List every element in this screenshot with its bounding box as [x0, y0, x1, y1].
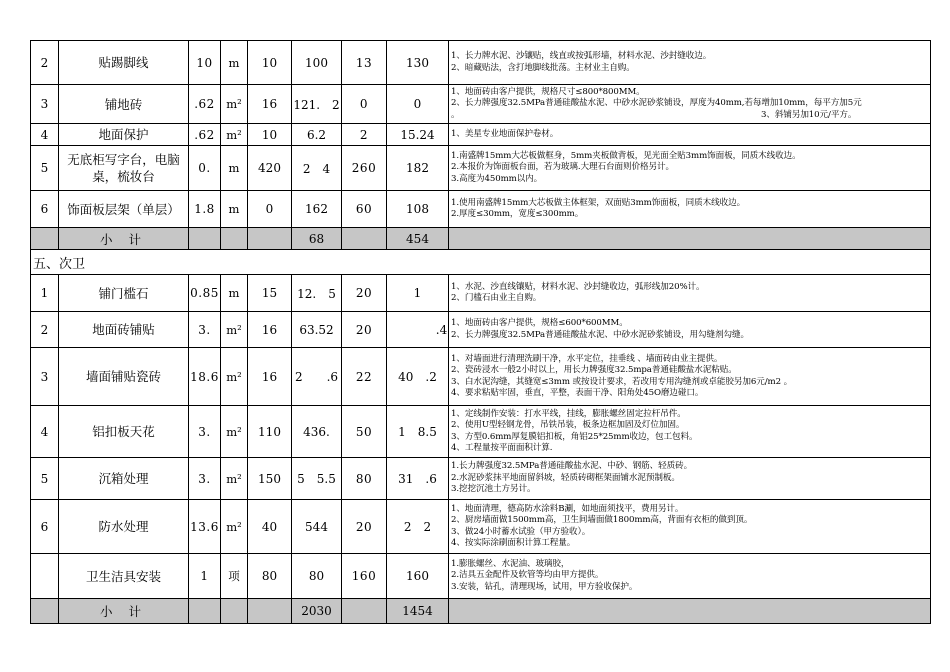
item-labor-amount: 2 .6 — [292, 348, 342, 406]
item-quantity: 3. — [189, 458, 221, 500]
subtotal-empty-cell — [189, 228, 221, 250]
item-name: 铺门槛石 — [59, 275, 189, 312]
item-quantity: 1 — [189, 554, 221, 599]
item-total: 0 — [387, 85, 449, 124]
item-name: 铺地砖 — [59, 85, 189, 124]
item-number: 6 — [31, 191, 59, 228]
item-unit-price: 22 — [342, 348, 387, 406]
item-remark: 1、定线制作安装：打水平线，挂线，膨胀螺丝固定拉杆吊件。 2、使用U型轻钢龙骨，吊铁吊装，板条边框加固及灯位加固。 3、方型0.6mm厚复膜铝扣板，角铝25*25mm收边，包工包料。 4、工程量按平面面积计算. — [449, 406, 931, 458]
item-material-price: 150 — [248, 458, 292, 500]
table-row — [31, 348, 931, 406]
item-unit-price: 13 — [342, 41, 387, 85]
item-remark: 1、长力牌水泥、沙镶贴，线直或按弧形墙，材料水泥、沙封缝收边。 2、暗藏贴法，含打地脚线批荡。主材业主自购。 — [449, 41, 931, 85]
item-name: 卫生洁具安装 — [59, 554, 189, 599]
item-total: 160 — [387, 554, 449, 599]
item-total: 2 2 — [387, 500, 449, 554]
item-unit: m² — [221, 85, 248, 124]
item-number: 1 — [31, 275, 59, 312]
subtotal-label: 小 计 — [59, 228, 189, 250]
item-unit-price: 20 — [342, 500, 387, 554]
item-quantity: 13.6 — [189, 500, 221, 554]
item-unit-price: 60 — [342, 191, 387, 228]
item-name: 地面砖铺贴 — [59, 312, 189, 348]
item-total: 15.24 — [387, 124, 449, 146]
item-name: 铝扣板天花 — [59, 406, 189, 458]
item-labor-amount: 63.52 — [292, 312, 342, 348]
item-unit-price: 20 — [342, 275, 387, 312]
item-remark: 1.膨胀螺丝、水泥油、玻璃胶， 2.洁具五金配件及软管等均由甲方提供。 3.安装，钻孔，清理现场，试用，甲方验收保护。 — [449, 554, 931, 599]
item-labor-amount: 544 — [292, 500, 342, 554]
item-unit: m² — [221, 124, 248, 146]
item-material-price: 16 — [248, 348, 292, 406]
item-remark: 1、美星专业地面保护卷材。 — [449, 124, 931, 146]
table-row — [31, 124, 931, 146]
subtotal-empty-cell — [248, 599, 292, 624]
item-labor-amount: 436. — [292, 406, 342, 458]
item-unit: m — [221, 275, 248, 312]
item-material-price: 16 — [248, 85, 292, 124]
item-remark: 1、地面砖由客户提供，规格尺寸≤800*800MM。 2、长力牌强度32.5MPa普通硅酸盐水泥、中砂水泥砂浆铺设，厚度为40mm,若每增加10mm，每平方加5元 。 3、斜铺另加10元/平方。 — [449, 85, 931, 124]
item-name: 沉箱处理 — [59, 458, 189, 500]
item-number: 2 — [31, 312, 59, 348]
subtotal-empty-cell — [189, 599, 221, 624]
item-total: 40 .2 — [387, 348, 449, 406]
item-material-price: 420 — [248, 146, 292, 191]
item-material-price: 80 — [248, 554, 292, 599]
item-labor-amount: 6.2 — [292, 124, 342, 146]
item-total: 1 — [387, 275, 449, 312]
table-row — [31, 312, 931, 348]
item-unit: 项 — [221, 554, 248, 599]
subtotal-empty-cell — [342, 599, 387, 624]
item-quantity: .62 — [189, 85, 221, 124]
item-labor-amount: 2 4 — [292, 146, 342, 191]
item-total: 1 8.5 — [387, 406, 449, 458]
item-remark: 1、地面清理，德高防水涂料B涮，如地面须找平，费用另计。 2、厨房墙面做1500mm高，卫生间墙面做1800mm高，背面有衣柜的做到顶。 3、做24小时蓄水试验（甲方验收）。 4、按实际涂刷面积计算工程量。 — [449, 500, 931, 554]
item-remark: 1.长力牌强度32.5MPa普通硅酸盐水泥、中砂、钢筋、轻质砖。 2.水泥砂浆抹平地面留斜坡，轻质砖砌框架面铺水泥预制板。 3.挖挖沉池土方另计。 — [449, 458, 931, 500]
item-quantity: 1.8 — [189, 191, 221, 228]
item-quantity: 3. — [189, 312, 221, 348]
table-row — [31, 146, 931, 191]
section-row — [31, 250, 931, 275]
item-unit: m — [221, 191, 248, 228]
quotation-table — [30, 40, 931, 624]
section-title: 五、次卫 — [31, 250, 931, 275]
item-labor-amount: 100 — [292, 41, 342, 85]
subtotal-empty-cell — [31, 599, 59, 624]
item-unit-price: 20 — [342, 312, 387, 348]
item-total: 108 — [387, 191, 449, 228]
item-material-price: 110 — [248, 406, 292, 458]
item-number: 4 — [31, 406, 59, 458]
subtotal-row — [31, 228, 931, 250]
item-material-price: 16 — [248, 312, 292, 348]
subtotal-empty-cell — [449, 599, 931, 624]
item-unit-price: 160 — [342, 554, 387, 599]
item-unit-price: 260 — [342, 146, 387, 191]
item-name: 墙面铺贴瓷砖 — [59, 348, 189, 406]
subtotal-labor: 68 — [292, 228, 342, 250]
item-material-price: 10 — [248, 41, 292, 85]
table-row — [31, 458, 931, 500]
item-name: 防水处理 — [59, 500, 189, 554]
item-labor-amount: 162 — [292, 191, 342, 228]
item-unit-price: 2 — [342, 124, 387, 146]
table-row — [31, 275, 931, 312]
table-row — [31, 41, 931, 85]
item-unit: m² — [221, 406, 248, 458]
item-remark: 1.使用南盛牌15mm大芯板做主体框架，双面贴3mm饰面板，同质木线收边。 2.厚度≤30mm，宽度≤300mm。 — [449, 191, 931, 228]
item-quantity: 0. — [189, 146, 221, 191]
item-number: 3 — [31, 85, 59, 124]
item-number: 5 — [31, 458, 59, 500]
table-row — [31, 191, 931, 228]
item-quantity: 18.6 — [189, 348, 221, 406]
item-name: 地面保护 — [59, 124, 189, 146]
item-unit: m² — [221, 348, 248, 406]
item-material-price: 0 — [248, 191, 292, 228]
subtotal-empty-cell — [342, 228, 387, 250]
item-number — [31, 554, 59, 599]
table-row — [31, 85, 931, 124]
item-total: .4 — [387, 312, 449, 348]
item-total: 130 — [387, 41, 449, 85]
item-number: 6 — [31, 500, 59, 554]
item-quantity: .62 — [189, 124, 221, 146]
item-material-price: 15 — [248, 275, 292, 312]
subtotal-empty-cell — [221, 599, 248, 624]
item-labor-amount: 12. 5 — [292, 275, 342, 312]
item-quantity: 3. — [189, 406, 221, 458]
item-number: 5 — [31, 146, 59, 191]
item-remark: 1、水泥、沙直线镶贴，材料水泥、沙封缝收边，弧形线加20%计。 2、门槛石由业主自购。 — [449, 275, 931, 312]
item-name: 贴踢脚线 — [59, 41, 189, 85]
table-row — [31, 406, 931, 458]
item-number: 3 — [31, 348, 59, 406]
item-unit-price: 80 — [342, 458, 387, 500]
item-number: 4 — [31, 124, 59, 146]
item-quantity: 0.85 — [189, 275, 221, 312]
subtotal-label: 小 计 — [59, 599, 189, 624]
item-material-price: 10 — [248, 124, 292, 146]
subtotal-total: 1454 — [387, 599, 449, 624]
item-total: 182 — [387, 146, 449, 191]
item-unit: m — [221, 146, 248, 191]
item-unit-price: 50 — [342, 406, 387, 458]
subtotal-empty-cell — [449, 228, 931, 250]
item-number: 2 — [31, 41, 59, 85]
item-unit: m² — [221, 500, 248, 554]
item-unit: m — [221, 41, 248, 85]
subtotal-empty-cell — [31, 228, 59, 250]
item-unit: m² — [221, 458, 248, 500]
item-remark: 1、对墙面进行清理洗刷干净，水平定位，挂垂线 、墙面砖由业主提供。 2、瓷砖浸水一般2小时以上，用长力牌强度32.5mpa普通硅酸盐水泥粘贴。 3、白水泥沟缝，其缝宽≤3mm 或按设计要求，若改用专用沟缝剂或卓能胶另加6元/m2 。 4、要求粘贴牢固，垂直，平整，表面干净、阳角处45O磨边碰口。 — [449, 348, 931, 406]
subtotal-row — [31, 599, 931, 624]
item-labor-amount: 121. 2 — [292, 85, 342, 124]
item-remark: 1、地面砖由客户提供，规格≤600*600MM。 2、长力牌强度32.5MPa普通硅酸盐水泥、中砂水泥砂浆铺设，用勾缝剂勾缝。 — [449, 312, 931, 348]
subtotal-total: 454 — [387, 228, 449, 250]
item-name: 无底柜写字台，电脑桌，梳妆台 — [59, 146, 189, 191]
subtotal-empty-cell — [248, 228, 292, 250]
item-unit-price: 0 — [342, 85, 387, 124]
item-labor-amount: 80 — [292, 554, 342, 599]
item-unit: m² — [221, 312, 248, 348]
table-row — [31, 500, 931, 554]
subtotal-empty-cell — [221, 228, 248, 250]
item-total: 31 .6 — [387, 458, 449, 500]
table-row — [31, 554, 931, 599]
item-material-price: 40 — [248, 500, 292, 554]
subtotal-labor: 2030 — [292, 599, 342, 624]
item-name: 饰面板层架（单层） — [59, 191, 189, 228]
item-labor-amount: 5 5.5 — [292, 458, 342, 500]
item-quantity: 10 — [189, 41, 221, 85]
item-remark: 1.南盛牌15mm大芯板做框身，5mm夹板做背板，见光面全贴3mm饰面板，同质木线收边。 2.本报价为饰面板台面，若为玻璃.大理石台面则价格另计。 3.高度为450mm以内。 — [449, 146, 931, 191]
